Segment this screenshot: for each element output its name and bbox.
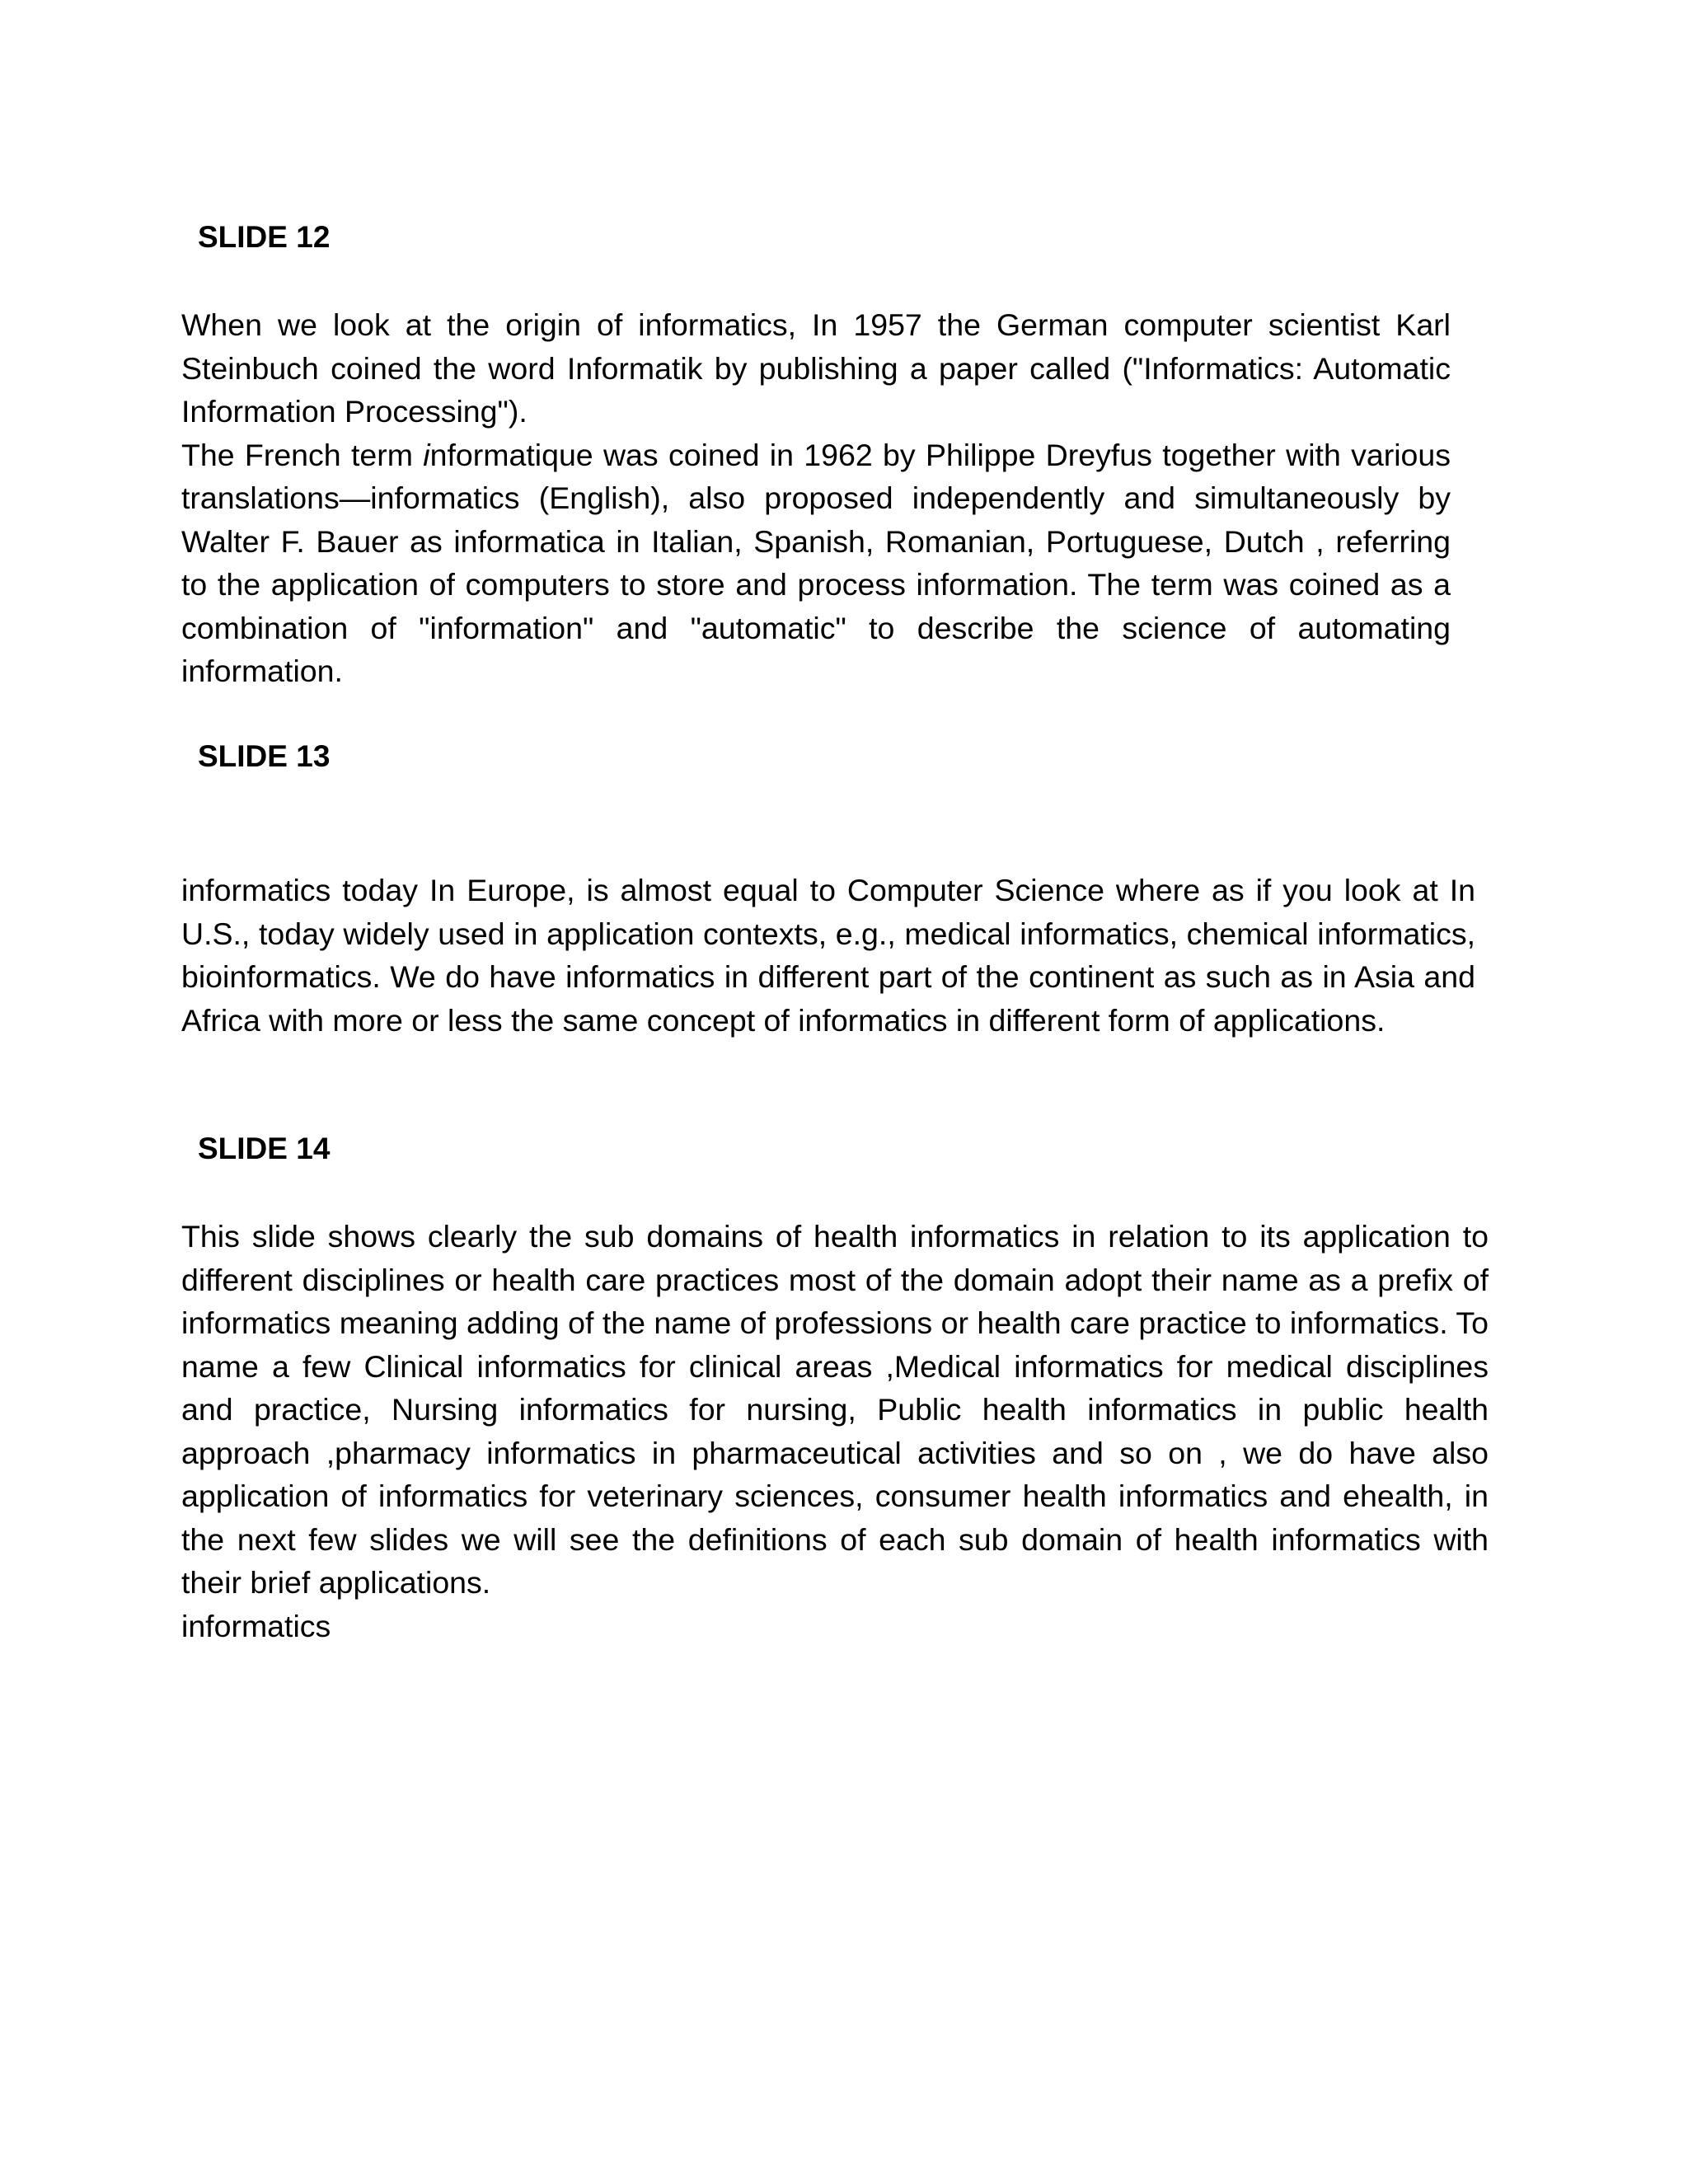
slide-14-paragraph-2: informatics bbox=[181, 1608, 331, 1643]
slide-13-body bbox=[181, 869, 1475, 1042]
slide-12-paragraph-2 bbox=[181, 434, 1451, 693]
slide-12-paragraph-2-italic: i bbox=[423, 437, 430, 472]
slide-14-paragraph-1: This slide shows clearly the sub domains of health informatics in relation to its application to different disciplines or health care practices most of the domain adopt their name as a prefix of informatics meaning adding of the name of professions or health care practice to informatics. To name a few Clinical informatics for clinical areas ,Medical informatics for medical disciplines and practice, Nursing informatics for nursing, Public health informatics in public health approach ,pharmacy informatics in pharmaceutical activities and so on , we do have also application of informatics for veterinary sciences, consumer health informatics and ehealth, in the next few slides we will see the definitions of each sub domain of health informatics with their brief applications. bbox=[181, 1219, 1489, 1600]
slide-12-body bbox=[181, 303, 1451, 693]
slide-14-body bbox=[181, 1215, 1489, 1647]
slide-13-heading: SLIDE 13 bbox=[198, 739, 331, 773]
slide-14-heading: SLIDE 14 bbox=[198, 1132, 331, 1165]
slide-13-paragraph-1: informatics today In Europe, is almost equal to Computer Science where as if you look at In U.S., today widely used in application contexts, e.g., medical informatics, chemical informatics, bioinformatics. We do have informatics in different part of the continent as such as in Asia and Africa with more or less the same concept of informatics in different form of applications. bbox=[181, 873, 1475, 1038]
slide-12-heading: SLIDE 12 bbox=[198, 220, 331, 254]
slide-12-paragraph-1: When we look at the origin of informatics, In 1957 the German computer scientist Karl Steinbuch coined the word Informatik by publishing a paper called ("Informatics: Automatic Information Processing"). bbox=[181, 307, 1451, 429]
slide-12-paragraph-2-lead: The French term bbox=[181, 437, 424, 472]
slide-12-paragraph-2-rest: nformatique was coined in 1962 by Philippe Dreyfus together with various translations—informatics (English), also proposed independently and simultaneously by Walter F. Bauer as informatica in Italian, Spanish, Romanian, Portuguese, Dutch , referring to the application of computers to store and process information. The term was coined as a combination of "information" and "automatic" to describe the science of automating information. bbox=[181, 437, 1451, 688]
